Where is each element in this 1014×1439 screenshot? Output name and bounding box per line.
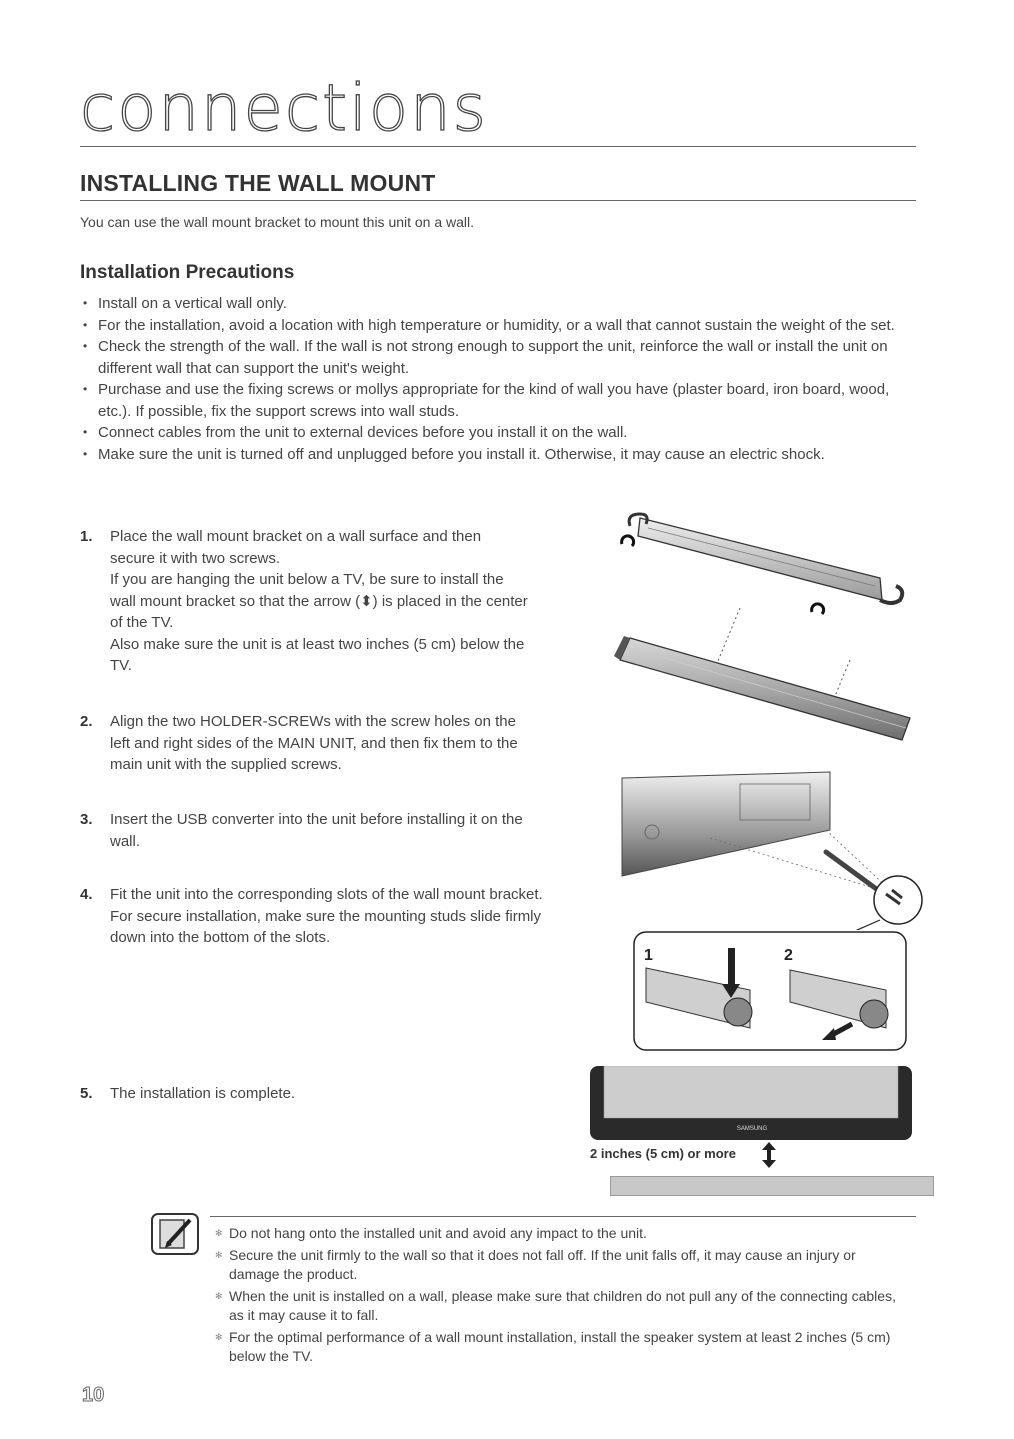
- main-unit-back: [622, 772, 830, 876]
- intro-text: You can use the wall mount bracket to mount this unit on a wall.: [80, 214, 475, 230]
- step-text: If you are hanging the unit below a TV, be sure to install the wall mount bracket so that the arrow (⬍) is placed in the center of the TV.: [110, 571, 528, 631]
- step-text: Place the wall mount bracket on a wall surface and then secure it with two screws.: [110, 528, 482, 567]
- list-item: • Purchase and use the fixing screws or mollys appropriate for the kind of wall you have (plaster board, iron board, wood, etc.). If possible, fix the support screws into wall studs.: [80, 379, 925, 422]
- note-item: ✻ Secure the unit firmly to the wall so that it does not fall off. If the unit falls off, it may cause an injury or damage the product.: [215, 1246, 905, 1285]
- list-item: • Make sure the unit is turned off and unplugged before you install it. Otherwise, it may cause an electric shock.: [80, 444, 925, 466]
- notes-divider: [210, 1216, 916, 1217]
- chapter-title: connections: [80, 72, 488, 146]
- list-item: • For the installation, avoid a location with high temperature or humidity, or a wall that cannot sustain the weight of the set.: [80, 315, 925, 337]
- step-3: [80, 809, 560, 852]
- detail-label-2: 2: [784, 947, 793, 964]
- step-2: [80, 711, 560, 776]
- list-item: • Install on a vertical wall only.: [80, 293, 925, 315]
- step-number: 2.: [80, 713, 93, 730]
- note-item: ✻ For the optimal performance of a wall mount installation, install the speaker system at least 2 inches (5 cm) below the TV.: [215, 1328, 905, 1367]
- detail-label-1: 1: [644, 947, 653, 964]
- section-title: INSTALLING THE WALL MOUNT: [80, 170, 436, 196]
- wall-mount-bracket: [629, 514, 902, 603]
- page-number: 10: [82, 1384, 105, 1406]
- precautions-heading: Installation Precautions: [80, 262, 295, 283]
- step-5: [80, 1083, 560, 1105]
- title-divider: [80, 146, 916, 147]
- step-1: [80, 526, 560, 677]
- list-item: • Check the strength of the wall. If the wall is not strong enough to support the unit, reinforce the wall or install the unit on different wall that can support the unit's weight.: [80, 336, 925, 379]
- speaker-bar: [614, 636, 910, 740]
- mounting-detail-illustration: [590, 928, 912, 1054]
- speaker-bar-front: [610, 1176, 934, 1196]
- step-text: Fit the unit into the corresponding slots of the wall mount bracket. For secure installation, make sure the mounting studs slide firmly down into the bottom of the slots.: [110, 886, 543, 946]
- precautions-list: [80, 293, 925, 465]
- note-item: ✻ Do not hang onto the installed unit and avoid any impact to the unit.: [215, 1224, 905, 1244]
- holder-screw-illustration: [590, 770, 930, 930]
- screw-arrow-icon: [812, 604, 824, 614]
- step-text: Align the two HOLDER-SCREWs with the screw holes on the left and right sides of the MAIN UNIT, and then fix them to the main unit with the supplied screws.: [110, 713, 518, 773]
- screw-arrow-icon: [622, 536, 634, 546]
- step-text: Also make sure the unit is at least two inches (5 cm) below the TV.: [110, 635, 525, 674]
- bracket-and-speaker-illustration: [590, 508, 920, 743]
- note-pencil-icon: [150, 1212, 200, 1256]
- notes-list: [215, 1224, 905, 1369]
- step-number: 3.: [80, 811, 93, 828]
- section-divider: [80, 200, 916, 201]
- step-4: [80, 884, 560, 949]
- zoom-circle: [874, 876, 922, 924]
- step-number: 1.: [80, 528, 93, 545]
- tv-brand-logo: SAMSUNG: [736, 1126, 768, 1132]
- note-item: ✻ When the unit is installed on a wall, please make sure that children do not pull any of the connecting cables, as it may cause it to fall.: [215, 1287, 905, 1326]
- spacing-caption: 2 inches (5 cm) or more: [590, 1146, 736, 1161]
- step-text: The installation is complete.: [110, 1085, 296, 1102]
- tv-bottom-illustration: [590, 1066, 920, 1146]
- list-item: • Connect cables from the unit to external devices before you install it on the wall.: [80, 422, 925, 444]
- double-arrow-icon: [762, 1142, 776, 1168]
- step-text: Insert the USB converter into the unit before installing it on the wall.: [110, 811, 523, 850]
- step-number: 5.: [80, 1085, 93, 1102]
- step-number: 4.: [80, 886, 93, 903]
